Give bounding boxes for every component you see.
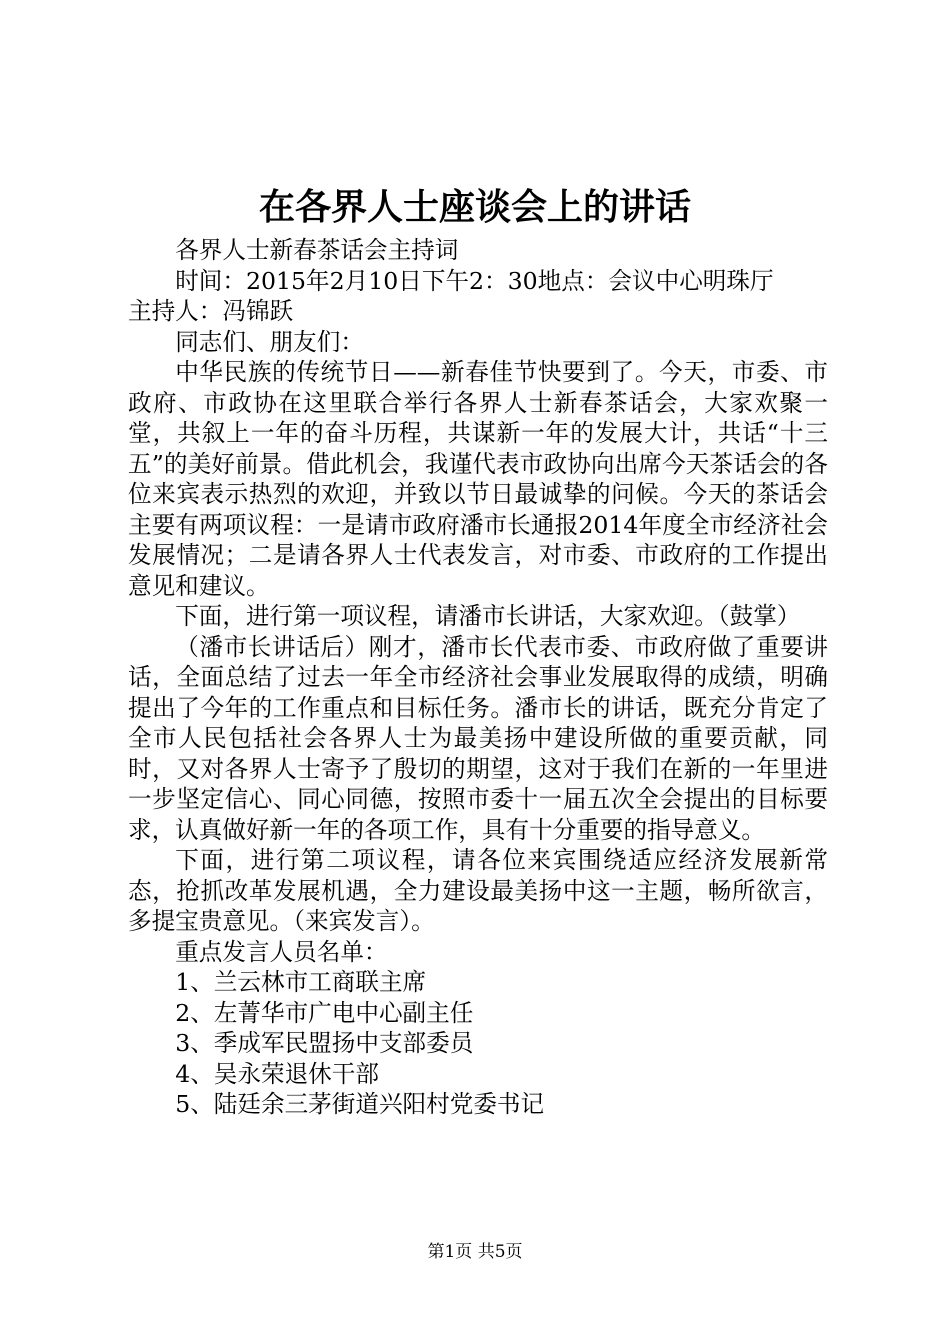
body-paragraph: 下面，进行第二项议程，请各位来宾围绕适应经济发展新常态，抢抓改革发展机遇，全力建设最美扬中这一主题，畅所欲言，多提宝贵意见。（来宾发言）。 bbox=[128, 846, 828, 935]
body-paragraph: 中华民族的传统节日——新春佳节快要到了。今天，市委、市政府、市政协在这里联合举行各界人士新春茶话会，大家欢聚一堂，共叙上一年的奋斗历程，共谋新一年的发展大计，共话“十三五”的美好前景。借此机会，我谨代表市政协向出席今天茶话会的各位来宾表示热烈的欢迎，并致以节日最诚挚的问候。今天的茶话会主要有两项议程：一是请市政府潘市长通报2014年度全市经济社会发展情况；二是请各界人士代表发言，对市委、市政府的工作提出意见和建议。 bbox=[128, 358, 828, 600]
speaker-list-item: 2、左菁华市广电中心副主任 bbox=[175, 998, 474, 1027]
body-paragraph: 下面，进行第一项议程，请潘市长讲话，大家欢迎。（鼓掌） bbox=[175, 602, 801, 630]
speaker-list-item: 5、陆廷余三茅街道兴阳村党委书记 bbox=[175, 1090, 545, 1118]
document-title: 在各界人士座谈会上的讲话 bbox=[258, 186, 691, 228]
greeting-line: 同志们、朋友们： bbox=[175, 327, 364, 356]
speaker-list-item: 1、兰云林市工商联主席 bbox=[175, 968, 427, 996]
speaker-list-item: 4、吴永荣退休干部 bbox=[175, 1059, 379, 1088]
time-location-line: 时间：2015年2月10日下午2：30地点：会议中心明珠厅 bbox=[175, 266, 774, 295]
body-paragraph: （潘市长讲话后）刚才，潘市长代表市委、市政府做了重要讲话，全面总结了过去一年全市经济社会事业发展取得的成绩，明确提出了今年的工作重点和目标任务。潘市长的讲话，既充分肯定了全市人民包括社会各界人士为最美扬中建设所做的重要贡献，同时，又对各界人士寄予了殷切的期望，这对于我们在新的一年里进一步坚定信心、同心同德，按照市委十一届五次全会提出的目标要求，认真做好新一年的各项工作，具有十分重要的指导意义。 bbox=[128, 632, 828, 844]
speaker-list-heading: 重点发言人员名单： bbox=[175, 937, 388, 966]
subtitle-line: 各界人士新春茶话会主持词 bbox=[175, 236, 459, 264]
document-body bbox=[128, 235, 828, 1120]
page-number-footer: 第1页 共5页 bbox=[427, 1242, 523, 1262]
speaker-list-item: 3、季成军民盟扬中支部委员 bbox=[175, 1029, 474, 1057]
host-line: 主持人：冯锦跃 bbox=[128, 297, 294, 325]
